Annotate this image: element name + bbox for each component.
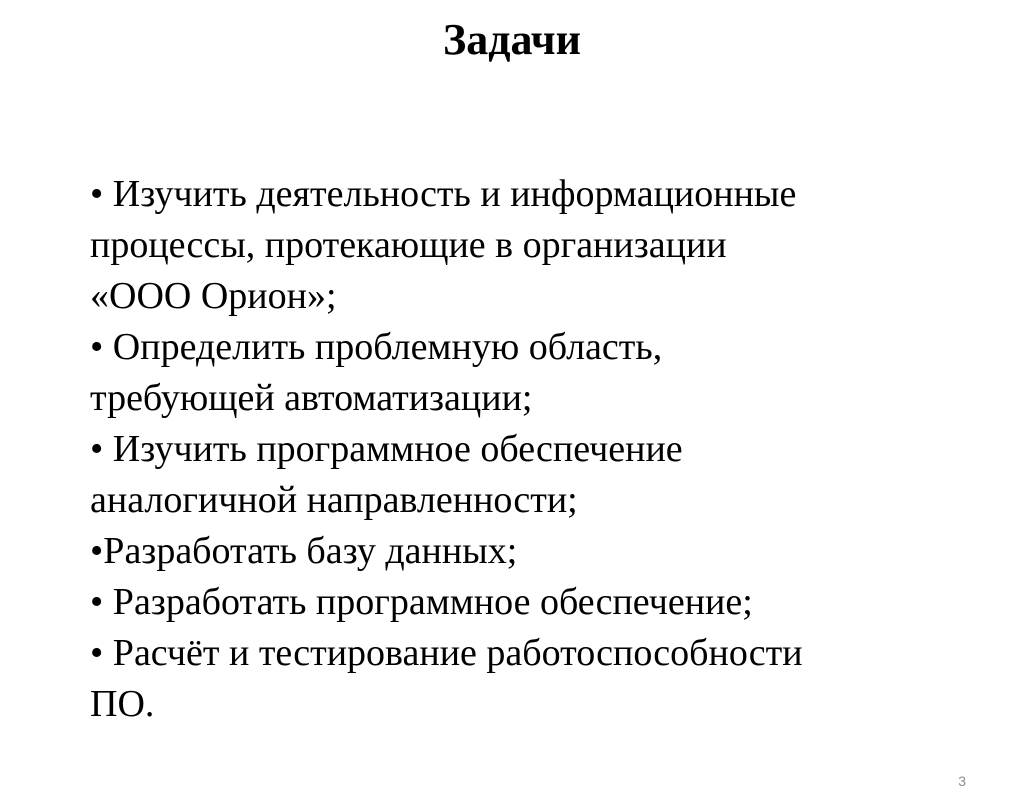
slide-number: 3 — [958, 773, 966, 789]
task-line: • Изучить деятельность и информационные — [90, 173, 797, 215]
task-line: процессы, протекающие в организации — [90, 224, 727, 266]
task-line: • Определить проблемную область, — [90, 326, 663, 368]
task-line: • Расчёт и тестирование работоспособности — [90, 632, 803, 674]
task-list — [90, 169, 990, 730]
task-line: аналогичной направленности; — [90, 479, 578, 521]
task-line: •Разработать базу данных; — [90, 530, 518, 572]
task-line: ПО. — [90, 683, 155, 725]
task-line: требующей автоматизации; — [90, 377, 533, 419]
task-line: • Изучить программное обеспечение — [90, 428, 683, 470]
task-line: «ООО Орион»; — [90, 275, 337, 317]
slide-title: Задачи — [443, 15, 581, 64]
task-line: • Разработать программное обеспечение; — [90, 581, 753, 623]
